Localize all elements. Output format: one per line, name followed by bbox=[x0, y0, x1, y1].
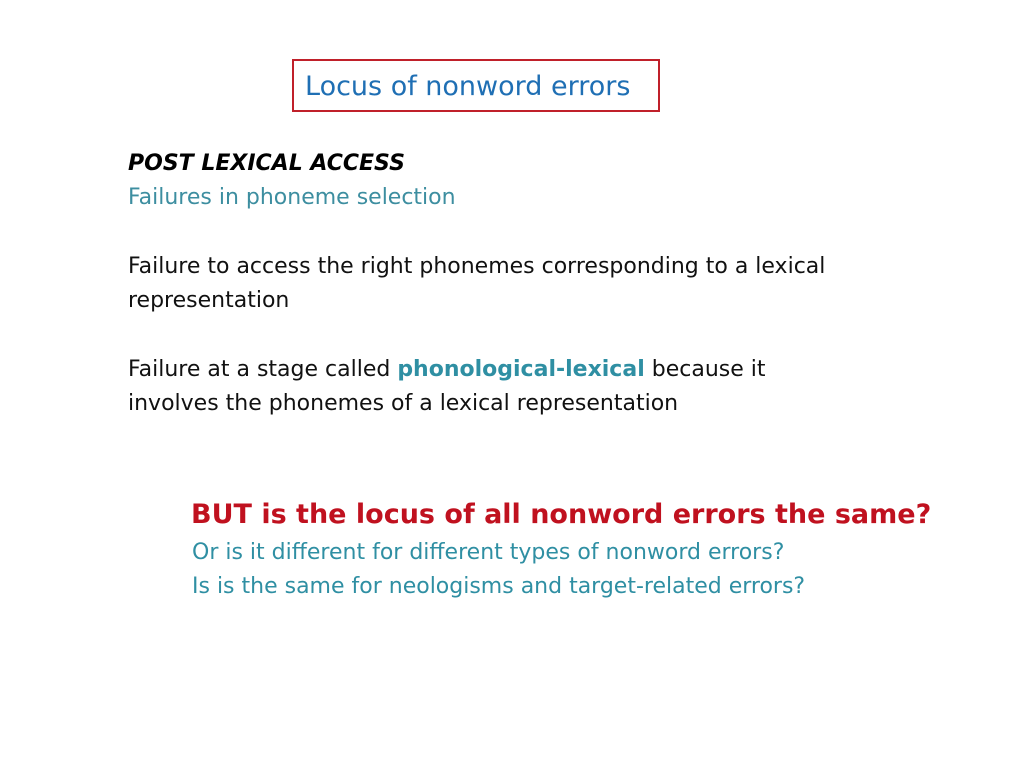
section-heading: POST LEXICAL ACCESS bbox=[128, 151, 405, 176]
section-subheading: Failures in phoneme selection bbox=[128, 185, 456, 210]
follow-up-question-2: Is is the same for neologisms and target-related errors? bbox=[192, 574, 806, 599]
slide-title-text: Locus of nonword errors bbox=[305, 71, 631, 102]
slide-title bbox=[292, 59, 660, 112]
key-question: BUT is the locus of all nonword errors the same? bbox=[191, 499, 932, 530]
paragraph-phoneme-access: Failure to access the right phonemes corresponding to a lexical representation bbox=[128, 254, 826, 313]
paragraph-text-before: Failure at a stage called bbox=[128, 357, 398, 382]
paragraph-text-after: because it involves the phonemes of a lexical representation bbox=[128, 357, 766, 416]
paragraph-phonological-lexical bbox=[128, 353, 848, 421]
highlighted-term: phonological-lexical bbox=[397, 357, 645, 382]
follow-up-question-1: Or is it different for different types of nonword errors? bbox=[192, 540, 785, 565]
